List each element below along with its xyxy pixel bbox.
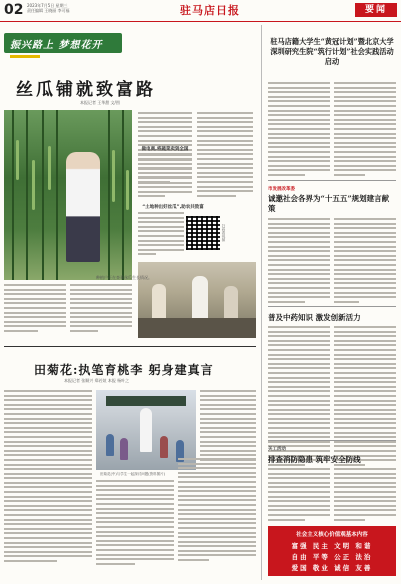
lead-article-body-col3: [138, 212, 184, 258]
section-tag: 要闻: [355, 3, 397, 17]
lead-article-body-col5: [70, 284, 132, 335]
farmer-figure: [66, 152, 100, 262]
qr-code[interactable]: [186, 216, 220, 250]
second-article-body-col2: [200, 390, 256, 464]
lead-article-body-col4: [4, 284, 66, 335]
right-article-2-kicker: 市发展改革委: [268, 187, 295, 192]
core-values-title: 社会主义核心价值观基本内容: [296, 532, 368, 538]
right-article-1-body-b: [334, 82, 396, 178]
column-divider: [261, 25, 262, 580]
second-article-body-col4: [178, 458, 256, 564]
date-info: [27, 3, 70, 13]
right-article-1-body-a: [268, 82, 330, 178]
core-values-row-1: 富强 民主 文明 和谐: [291, 542, 373, 550]
right-article-1-title: 驻马店籍大学生“黄冠计划”暨北京大学深圳研究生院“筑行计划”社会实践活动启动: [270, 37, 394, 66]
lead-article-photo: [4, 110, 132, 280]
qr-code-label: 扫码看视频: [222, 224, 226, 242]
page-header: [0, 0, 401, 22]
lead-article-body-col1b: [138, 154, 192, 200]
section-divider: [4, 346, 256, 347]
masthead-logo: 驻马店日报: [180, 4, 240, 17]
column-banner: [4, 27, 164, 65]
second-article-title: 田菊花:执笔育桃李 躬身建真言: [34, 363, 214, 377]
date-line: 2023年7月5日 星期三: [27, 3, 68, 8]
right-article-4-body-b: [334, 468, 396, 523]
second-article-photo-caption: 田菊花(中)与学生一起探讨问题(资料图片): [100, 472, 165, 476]
page-number: 02: [4, 2, 24, 18]
core-values-row-3: 爱国 敬业 诚信 友善: [291, 564, 373, 572]
core-values-row-2: 自由 平等 公正 法治: [291, 553, 373, 561]
editor-line: 责任编辑 王晓丽 李可福: [27, 8, 70, 13]
right-article-4-title: 排查消防隐患 筑牢安全防线: [268, 455, 361, 464]
lead-article-byline: 本报记者 王华甜 文/图: [80, 100, 120, 105]
banner-underline: [10, 55, 40, 58]
banner-text: 振兴路上 梦想花开: [10, 40, 103, 51]
right-article-4-body-a: [268, 468, 330, 523]
right-divider-3: [268, 440, 396, 441]
right-article-2-body-b: [334, 218, 396, 305]
lead-article-subhead-2: “土地种出好丝瓜”,助农共致富: [142, 205, 204, 210]
right-divider-1: [268, 180, 396, 181]
workshop-photo: [138, 262, 256, 338]
right-article-2-body-a: [268, 218, 330, 305]
right-divider-2: [268, 306, 396, 307]
second-article-body-col3: [96, 480, 174, 567]
lead-article-subhead-1: 做电商,将蔬菜卖到全国: [141, 147, 189, 152]
second-article-body-col1: [4, 390, 92, 565]
second-article-byline: 本报记者 张顺兴 郑若煊 本报 杨叶之: [64, 378, 130, 383]
right-article-2-title: 诚邀社会各界为“十五五”规划建言献策: [268, 194, 390, 213]
lead-article-title: 丝瓜铺就致富路: [16, 80, 156, 100]
lead-article-photo-caption: 种植户正在查看丝瓜生长情况。: [96, 275, 152, 280]
right-article-4-kicker: 关工活动: [268, 447, 286, 452]
right-article-3-body-b: [334, 326, 396, 468]
teacher-figure: [140, 408, 152, 452]
right-article-3-title: 普及中药知识 激发创新活力: [268, 313, 361, 322]
lead-article-body-col2: [197, 112, 253, 199]
